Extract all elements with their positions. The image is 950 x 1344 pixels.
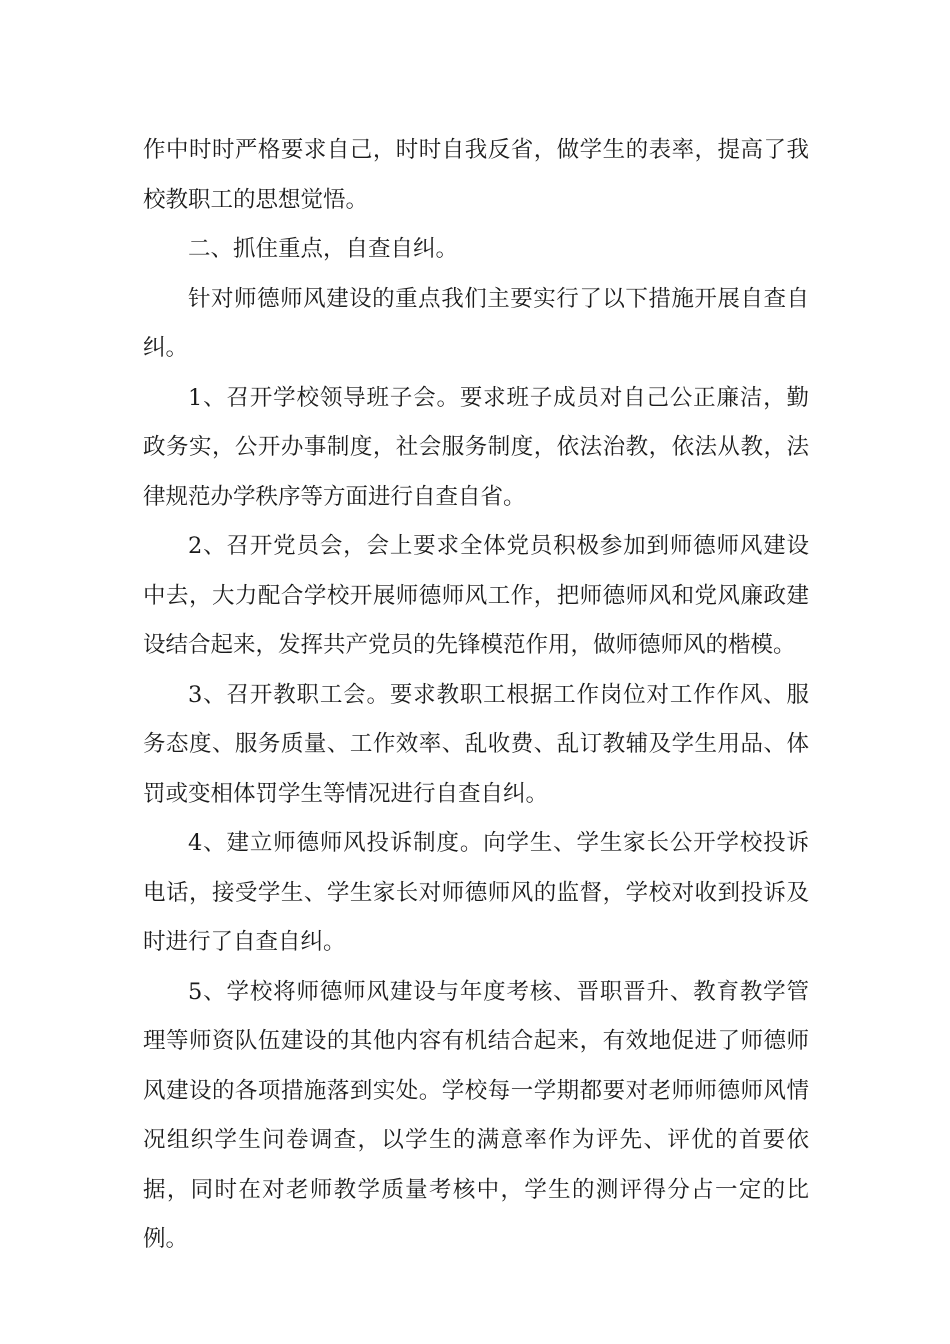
paragraph-item-1: 1、召开学校领导班子会。要求班子成员对自己公正廉洁，勤政务实，公开办事制度，社会服务制度，依法治教，依法从教，法律规范办学秩序等方面进行自查自省。 [143,384,809,510]
paragraph-item-2: 2、召开党员会，会上要求全体党员积极参加到师德师风建设中去，大力配合学校开展师德师风工作，把师德师风和党风廉政建设结合起来，发挥共产党员的先锋模范作用，做师德师风的楷模。 [143,533,809,658]
document-body [143,126,809,1265]
paragraph-continuation: 作中时时严格要求自己，时时自我反省，做学生的表率，提高了我校教职工的思想觉悟。 [143,137,809,213]
paragraph-item-3: 3、召开教职工会。要求教职工根据工作岗位对工作作风、服务态度、服务质量、工作效率、乱收费、乱订教辅及学生用品、体罚或变相体罚学生等情况进行自查自纠。 [143,681,809,807]
paragraph-intro: 针对师德师风建设的重点我们主要实行了以下措施开展自查自纠。 [143,285,809,361]
section-heading-2: 二、抓住重点，自查自纠。 [188,236,459,262]
paragraph-item-4: 4、建立师德师风投诉制度。向学生、学生家长公开学校投诉电话，接受学生、学生家长对师德师风的监督，学校对收到投诉及时进行了自查自纠。 [143,830,809,955]
paragraph-item-5: 5、学校将师德师风建设与年度考核、晋职晋升、教育教学管理等师资队伍建设的其他内容有机结合起来，有效地促进了师德师风建设的各项措施落到实处。学校每一学期都要对老师师德师风情况组织学生问卷调查，以学生的满意率作为评先、评优的首要依据，同时在对老师教学质量考核中，学生的测评得分占一定的比例。 [143,978,809,1252]
